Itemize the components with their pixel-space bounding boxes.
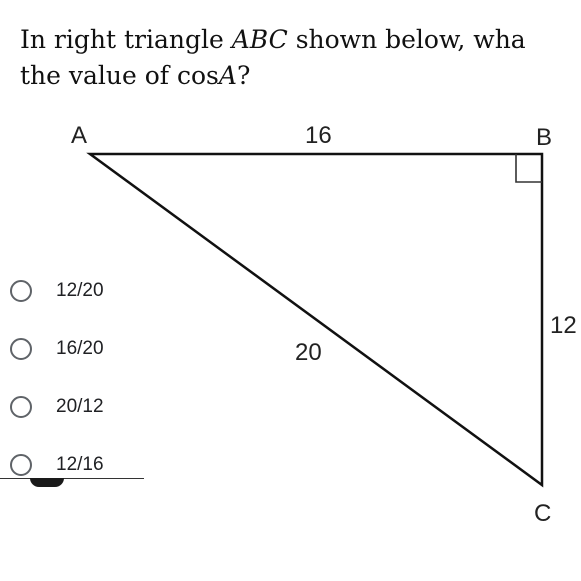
right-angle-marker [516, 154, 542, 182]
choice-option-1[interactable] [10, 262, 150, 320]
radio-button-icon[interactable] [10, 454, 32, 476]
vertex-label-a: A [71, 122, 88, 149]
triangle-name: ABC [231, 25, 288, 54]
side-label-ab: 16 [305, 122, 332, 149]
radio-button-icon[interactable] [10, 280, 32, 302]
vertex-label-c: C [534, 500, 552, 527]
question-text-part: ? [236, 61, 251, 90]
choice-label: 12/16 [56, 454, 104, 475]
choice-option-4[interactable] [10, 436, 150, 494]
scroll-indicator [30, 478, 64, 487]
radio-button-icon[interactable] [10, 338, 32, 360]
radio-button-icon[interactable] [10, 396, 32, 418]
choice-label: 16/20 [56, 338, 104, 359]
choice-label: 12/20 [56, 280, 104, 301]
choice-option-2[interactable] [10, 320, 150, 378]
answer-choices [10, 262, 150, 494]
divider-line [0, 478, 144, 479]
question-text-part: In right triangle [20, 25, 232, 54]
side-label-bc: 12 [550, 312, 577, 339]
choice-option-3[interactable] [10, 378, 150, 436]
question-text-part: shown below, wha [287, 25, 526, 54]
question-text-part: the value of cos [20, 61, 219, 90]
choice-label: 20/12 [56, 396, 104, 417]
triangle-abc [90, 154, 542, 485]
side-label-ac: 20 [295, 339, 322, 366]
angle-variable: A [218, 61, 237, 90]
vertex-label-b: B [536, 124, 553, 151]
